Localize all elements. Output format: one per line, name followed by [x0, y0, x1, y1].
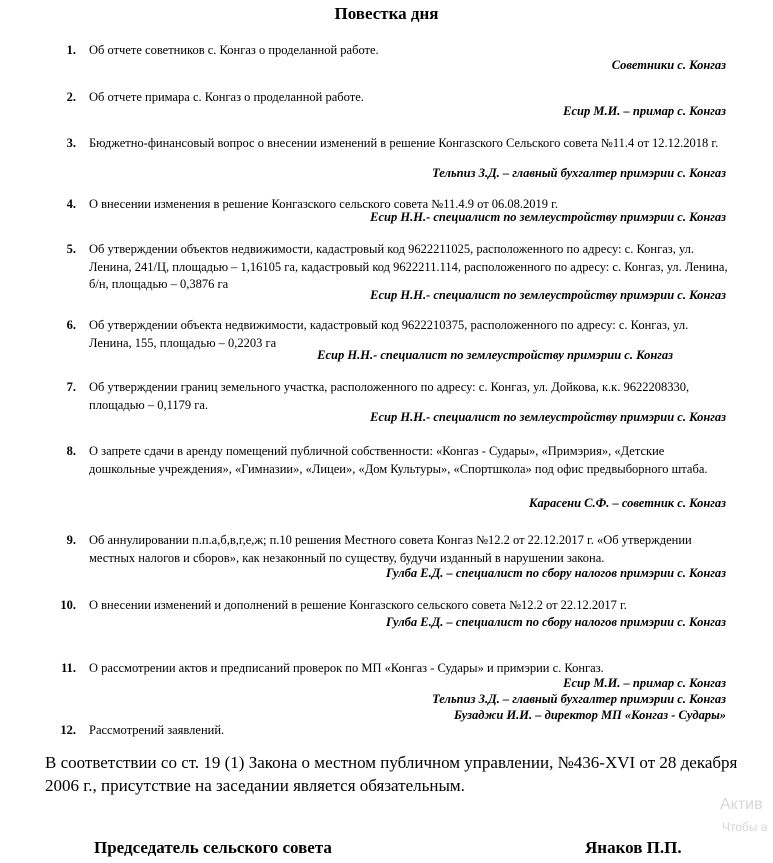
- agenda-item-text: Об утверждении границ земельного участка, расположенного по адресу: с. Конгаз, ул. Дойкова, к.к. 9622208330, площадью – 0,1179 га.: [89, 380, 690, 412]
- agenda-item-speaker: Советники с. Конгаз: [611, 58, 726, 72]
- agenda-item-number: 6.: [66, 318, 76, 332]
- agenda-item-speaker: Есир Н.Н.- специалист по землеустройству примэрии с. Конгаз: [370, 410, 726, 424]
- agenda-item-number: 2.: [66, 90, 76, 104]
- chair-title: Председатель сельского совета: [94, 838, 332, 857]
- chair-name: Янаков П.П.: [585, 838, 682, 857]
- agenda-item-speaker: Гулба Е.Д. – специалист по сбору налогов примэрии с. Конгаз: [386, 566, 726, 580]
- agenda-item-number: 10.: [60, 598, 76, 612]
- agenda-item-number: 1.: [66, 43, 76, 57]
- agenda-item-text: О внесении изменения в решение Конгазского сельского совета №11.4.9 от 06.08.2019 г.: [89, 197, 558, 211]
- agenda-item-speaker: Есир Н.Н.- специалист по землеустройству примэрии с. Конгаз: [317, 348, 673, 362]
- agenda-item-text: Об отчете советников с. Конгаз о проделанной работе.: [89, 43, 379, 57]
- agenda-item-speaker: Есир Н.Н.- специалист по землеустройству примэрии с. Конгаз: [370, 210, 726, 224]
- agenda-item-number: 3.: [66, 136, 76, 150]
- agenda-item-text: О запрете сдачи в аренду помещений публичной собственности: «Конгаз - Судары», «Примэрия», «Детские дошкольные учреждения», «Гимназии», «Лицеи», «Дом Культуры», «Спортшкола» под офис предвыборного штаба.: [89, 444, 708, 476]
- agenda-item-speaker: Есир М.И. – примар с. Конгаз: [563, 104, 726, 118]
- activation-watermark-subtext: Чтобы а: [722, 820, 768, 834]
- attendance-note: В соответствии со ст. 19 (1) Закона о местном публичном управлении, №436-XVI от 28 декабря 2006 г., присутствие на заседании является обязательным.: [45, 753, 738, 795]
- agenda-item-speaker: Гулба Е.Д. – специалист по сбору налогов примэрии с. Конгаз: [386, 615, 726, 629]
- agenda-item-speaker: Есир Н.Н.- специалист по землеустройству примэрии с. Конгаз: [370, 288, 726, 302]
- agenda-item-text: Бюджетно-финансовый вопрос о внесении изменений в решение Конгазского Сельского совета №11.4 от 12.12.2018 г.: [89, 136, 719, 150]
- agenda-item-speaker: Тельпиз З.Д. – главный бухгалтер примэрии с. Конгаз: [432, 166, 726, 180]
- agenda-item-text: Об утверждении объектов недвижимости, кадастровый код 9622211025, расположенного по адресу: с. Конгаз, ул. Ленина, 241/Ц, площадью – 1,16105 га, кадастровый код 9622211.114, расположенного по адресу: с. Конгаз, ул. Ленина, б/н, площадью – 0,3876 га: [89, 242, 728, 291]
- page-title: Повестка дня: [334, 4, 439, 23]
- agenda-item-text: О рассмотрении актов и предписаний проверок по МП «Конгаз - Судары» и примэрии с. Конгаз.: [89, 661, 604, 675]
- agenda-item-number: 5.: [66, 242, 76, 256]
- agenda-item-number: 4.: [66, 197, 76, 211]
- agenda-item-number: 9.: [66, 533, 76, 547]
- activation-watermark: Актив: [720, 796, 763, 813]
- agenda-item-speaker: Бузаджи И.И. – директор МП «Конгаз - Судары»: [453, 708, 726, 722]
- agenda-item-text: О внесении изменений и дополнений в решение Конгазского сельского совета №12.2 от 22.12.2017 г.: [89, 598, 627, 612]
- agenda-item-number: 11.: [61, 661, 76, 675]
- agenda-item-speaker: Тельпиз З.Д. – главный бухгалтер примэрии с. Конгаз: [432, 692, 726, 706]
- agenda-item-text: Рассмотрений заявлений.: [89, 723, 225, 737]
- agenda-item-text: Об отчете примара с. Конгаз о проделанной работе.: [89, 90, 364, 104]
- agenda-item-text: Об аннулировании п.п.а,б,в,г,е,ж; п.10 решения Местного совета Конгаз №12.2 от 22.12.2017 г. «Об утверждении местных налогов и сборов», как незаконный по существу, будучи изданный в нарушении закона.: [89, 533, 692, 565]
- agenda-item-number: 12.: [60, 723, 76, 737]
- agenda-item-number: 8.: [66, 444, 76, 458]
- agenda-item-speaker: Карасени С.Ф. – советник с. Конгаз: [529, 496, 726, 510]
- agenda-item-number: 7.: [66, 380, 76, 394]
- agenda-item-speaker: Есир М.И. – примар с. Конгаз: [563, 676, 726, 690]
- agenda-item-text: Об утверждении объекта недвижимости, кадастровый код 9622210375, расположенного по адресу: с. Конгаз, ул. Ленина, 155, площадью – 0,2203 га: [89, 318, 689, 350]
